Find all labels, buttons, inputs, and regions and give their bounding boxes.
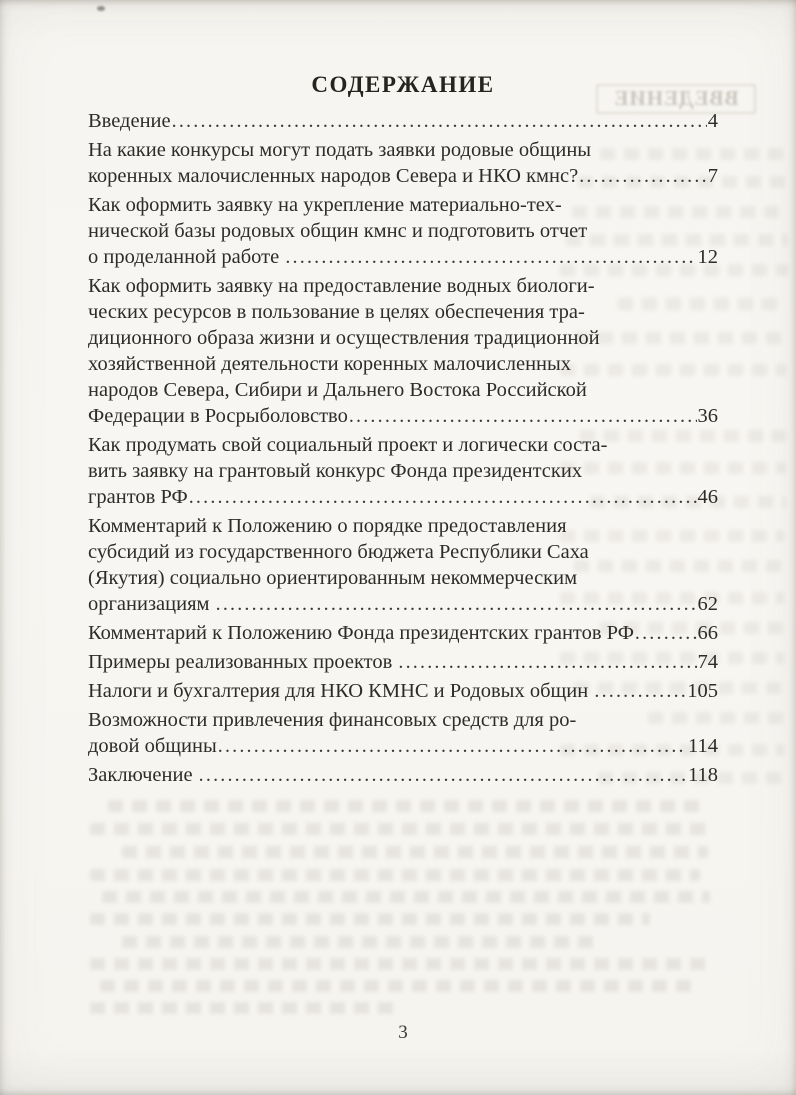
toc-entry-line: хозяйственной деятельности коренных малочисленных bbox=[88, 353, 572, 375]
toc-list bbox=[88, 108, 718, 791]
toc-entry-line: диционного образа жизни и осуществления традиционной bbox=[88, 327, 600, 349]
toc-entry-line: грантов РФ bbox=[88, 486, 188, 508]
toc-entry-line: Примеры реализованных проектов bbox=[88, 651, 398, 673]
toc-entry bbox=[88, 707, 718, 759]
toc-page-number: 46 bbox=[697, 486, 718, 508]
bleed-through-text bbox=[90, 1002, 398, 1014]
toc-entry bbox=[88, 762, 718, 788]
dot-leader bbox=[349, 403, 697, 429]
dot-leader bbox=[285, 244, 696, 270]
dot-leader bbox=[189, 484, 697, 510]
toc-entry-line: Заключение bbox=[88, 764, 198, 786]
dot-leader bbox=[398, 649, 696, 675]
toc-page-number: 66 bbox=[697, 622, 718, 644]
bleed-through-text bbox=[122, 936, 598, 948]
toc-page-number: 7 bbox=[707, 165, 718, 187]
toc-entry-line: Как продумать свой социальный проект и логически соста- bbox=[88, 434, 608, 456]
toc-page-number: 118 bbox=[688, 764, 718, 786]
toc-entry-line: Комментарий к Положению о порядке предоставления bbox=[88, 515, 567, 537]
toc-entry-line: Возможности привлечения финансовых средств для ро- bbox=[88, 709, 577, 731]
toc-entry bbox=[88, 108, 718, 134]
toc-entry bbox=[88, 137, 718, 189]
toc-entry bbox=[88, 432, 718, 510]
toc-entry-line: коренных малочисленных народов Севера и НКО кмнс? bbox=[88, 165, 579, 187]
toc-entry-line: о проделанной работе bbox=[88, 246, 285, 268]
toc-page-number: 62 bbox=[697, 593, 718, 615]
toc-page-number: 114 bbox=[688, 735, 718, 757]
toc-entry-line: (Якутия) социально ориентированным некоммерческим bbox=[88, 567, 578, 589]
toc-page-number: 74 bbox=[697, 651, 718, 673]
toc-page-number: 105 bbox=[687, 680, 718, 702]
dot-leader bbox=[594, 678, 686, 704]
toc-entry-line: Федерации в Росрыболовство bbox=[88, 405, 348, 427]
bleed-through-text bbox=[122, 846, 708, 858]
toc-entry-line: народов Севера, Сибири и Дальнего Востока Российской bbox=[88, 379, 587, 401]
toc-page-number: 12 bbox=[697, 246, 718, 268]
toc-entry-line: вить заявку на грантовый конкурс Фонда президентских bbox=[88, 460, 583, 482]
dot-leader bbox=[199, 762, 687, 788]
toc-entry-line: На какие конкурсы могут подать заявки родовые общины bbox=[88, 139, 592, 161]
bleed-through-text bbox=[90, 958, 706, 970]
dot-leader bbox=[635, 620, 697, 646]
toc-entry-line: Комментарий к Положению Фонда президентских грантов РФ bbox=[88, 622, 634, 644]
toc-entry bbox=[88, 678, 718, 704]
page-title: СОДЕРЖАНИЕ bbox=[311, 72, 495, 98]
bleed-through-text bbox=[90, 823, 710, 835]
bleed-through-text bbox=[108, 800, 708, 812]
bleed-through-text bbox=[102, 891, 710, 903]
toc-entry-line: Как оформить заявку на укрепление материально-тех- bbox=[88, 194, 562, 216]
dot-leader bbox=[172, 108, 707, 134]
toc-entry-line: довой общины bbox=[88, 735, 217, 757]
toc-entry-line: Введение bbox=[88, 110, 171, 132]
dot-leader bbox=[218, 733, 687, 759]
toc-page-number: 36 bbox=[697, 405, 718, 427]
bleed-through-text bbox=[100, 980, 696, 992]
toc-entry-line: ческих ресурсов в пользование в целях обеспечения тра- bbox=[88, 301, 585, 323]
toc-entry bbox=[88, 513, 718, 617]
toc-entry-line: нической базы родовых общин кмнс и подготовить отчет bbox=[88, 220, 588, 242]
toc-page-number: 4 bbox=[707, 110, 718, 132]
toc-entry bbox=[88, 649, 718, 675]
bleed-through-text bbox=[90, 869, 700, 881]
toc-entry bbox=[88, 192, 718, 270]
ghost-header-text: ВВЕДЕНИЕ bbox=[596, 84, 756, 114]
bleed-through-text bbox=[90, 913, 650, 925]
page-number: 3 bbox=[398, 1022, 408, 1043]
toc-entry-line: Налоги и бухгалтерия для НКО КМНС и Родовых общин bbox=[88, 680, 594, 702]
toc-entry-line: организациям bbox=[88, 593, 215, 615]
scan-artifact-speck bbox=[97, 6, 105, 11]
toc-entry-line: субсидий из государственного бюджета Республики Саха bbox=[88, 541, 589, 563]
dot-leader bbox=[579, 163, 707, 189]
dot-leader bbox=[216, 591, 697, 617]
toc-entry-line: Как оформить заявку на предоставление водных биологи- bbox=[88, 275, 595, 297]
toc-entry bbox=[88, 273, 718, 429]
toc-entry bbox=[88, 620, 718, 646]
